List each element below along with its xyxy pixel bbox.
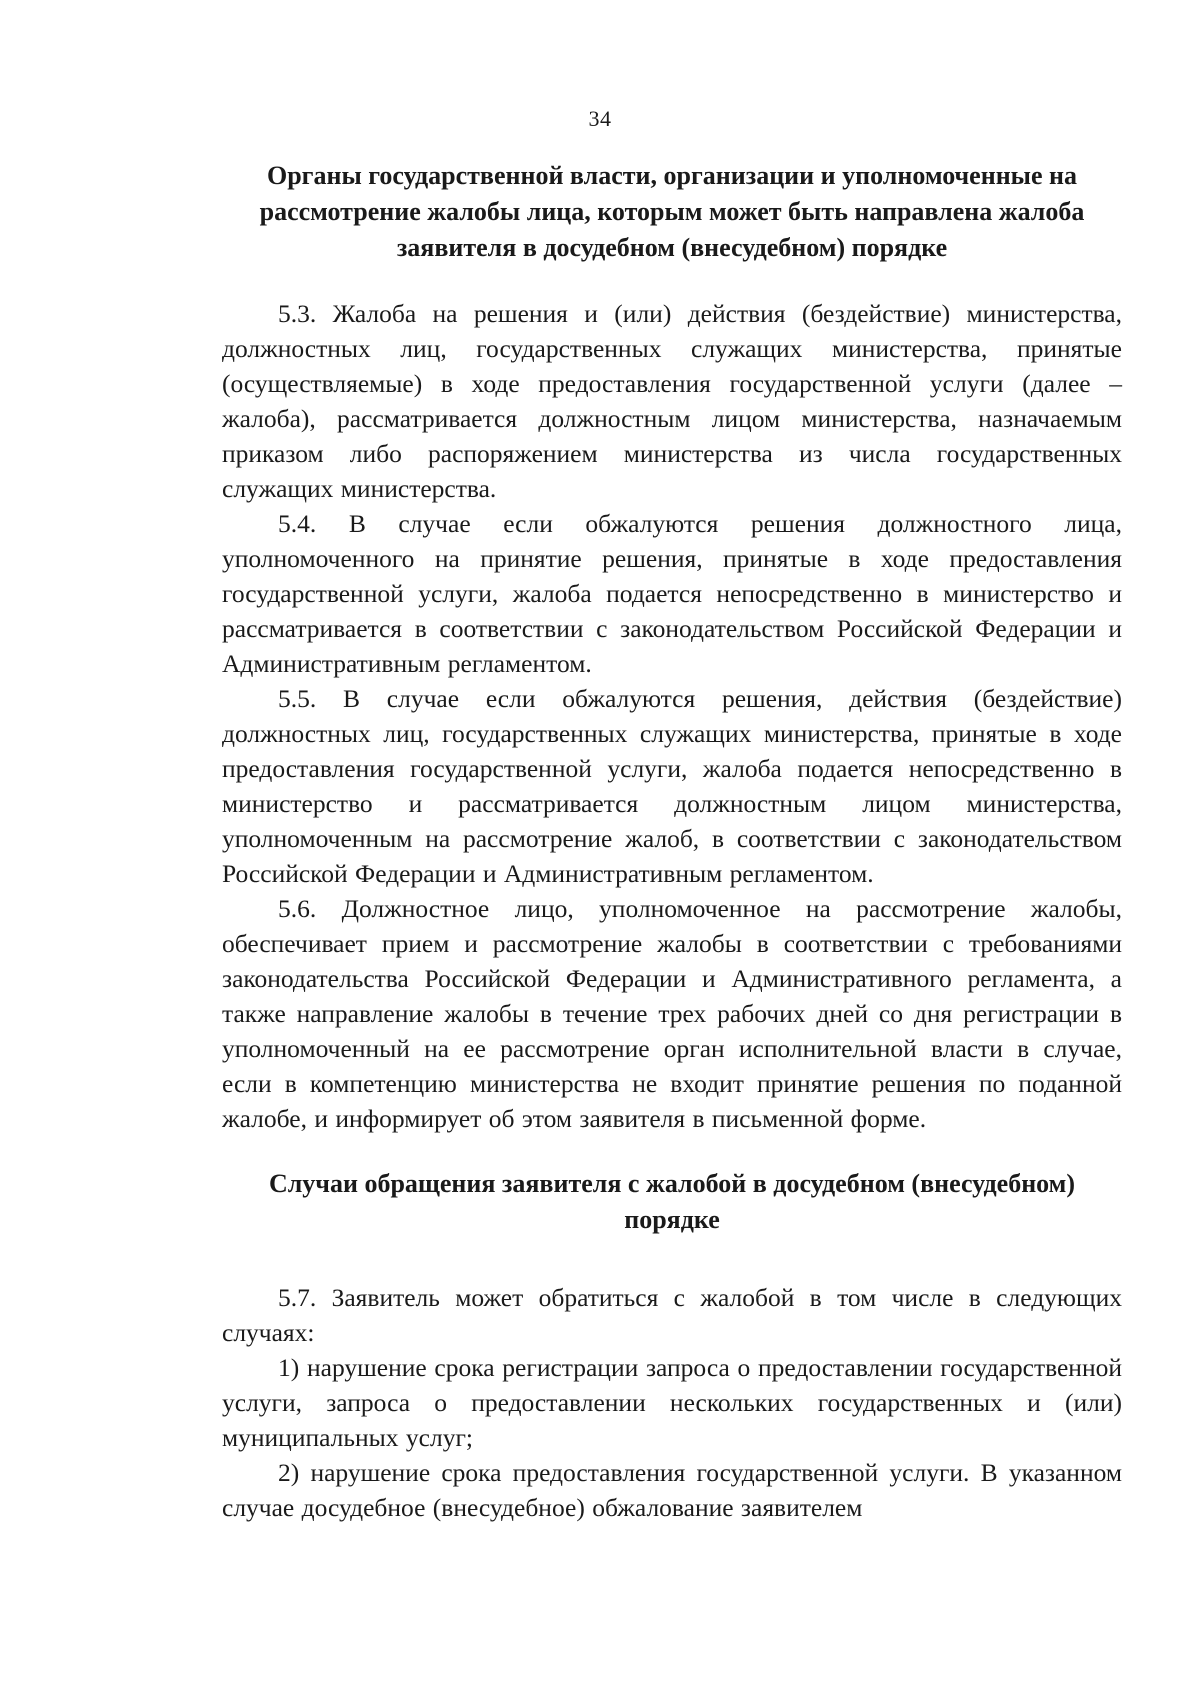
paragraph-5-3: 5.3. Жалоба на решения и (или) действия (бездействие) министерства, должностных лиц, государственных служащих министерства, принятые (осуществляемые) в ходе предоставления государственной услуги (далее – жалоба), рассматривается должностным лицом министерства, назначаемым приказом либо распоряжением министерства из числа государственных служащих министерства. xyxy=(222,299,1122,503)
paragraph-5-6: 5.6. Должностное лицо, уполномоченное на рассмотрение жалобы, обеспечивает прием и рассмотрение жалобы в соответствии с требованиями законодательства Российской Федерации и Административного регламента, а также направление жалобы в течение трех рабочих дней со дня регистрации в уполномоченный на ее рассмотрение орган исполнительной власти в случае, если в компетенцию министерства не входит принятие решения по поданной жалобе, и информирует об этом заявителя в письменной форме. xyxy=(222,894,1122,1133)
paragraph-5-7: 5.7. Заявитель может обратиться с жалобой в том числе в следующих случаях: xyxy=(222,1283,1122,1347)
page-number: 34 xyxy=(588,106,612,131)
list-item-2: 2) нарушение срока предоставления государственной услуги. В указанном случае досудебное (внесудебное) обжалование заявителем xyxy=(222,1458,1122,1522)
paragraph-5-5: 5.5. В случае если обжалуются решения, действия (бездействие) должностных лиц, государственных служащих министерства, принятые в ходе предоставления государственной услуги, жалоба подается непосредственно в министерство и рассматривается должностным лицом министерства, уполномоченным на рассмотрение жалоб, в соответствии с законодательством Российской Федерации и Административным регламентом. xyxy=(222,684,1122,888)
list-item-1: 1) нарушение срока регистрации запроса о предоставлении государственной услуги, запроса о предоставлении нескольких государственных и (или) муниципальных услуг; xyxy=(222,1353,1122,1452)
paragraph-5-4: 5.4. В случае если обжалуются решения должностного лица, уполномоченного на принятие решения, принятые в ходе предоставления государственной услуги, жалоба подается непосредственно в министерство и рассматривается в соответствии с законодательством Российской Федерации и Административным регламентом. xyxy=(222,509,1122,678)
section-heading-appeal-cases: Случаи обращения заявителя с жалобой в досудебном (внесудебном) порядке xyxy=(268,1169,1076,1234)
section-heading-complaint-bodies: Органы государственной власти, организации и уполномоченные на рассмотрение жалобы лица, которым может быть направлена жалоба заявителя в досудебном (внесудебном) порядке xyxy=(259,161,1085,262)
document-body xyxy=(222,158,1122,1525)
